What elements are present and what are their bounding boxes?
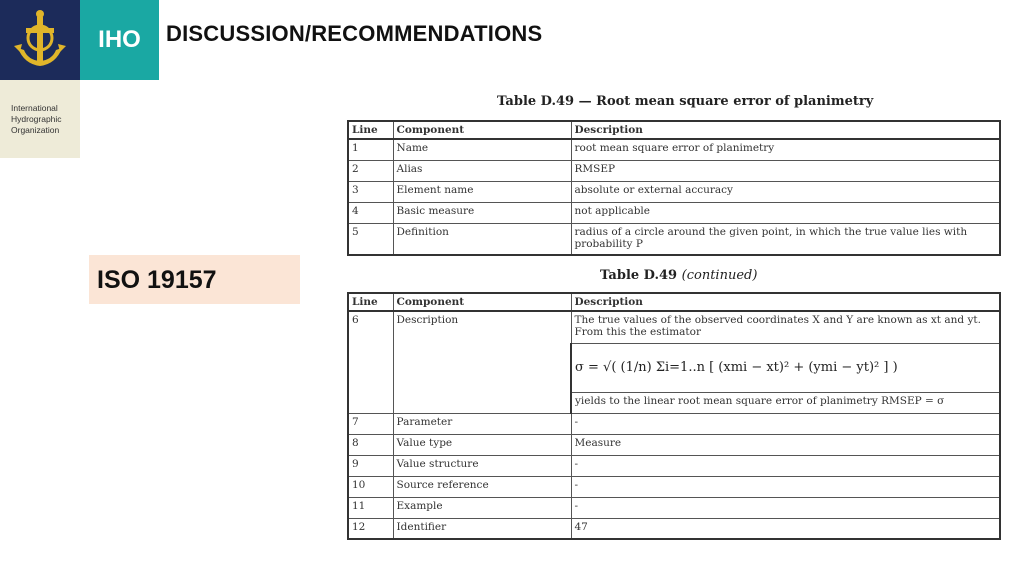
cell-description: absolute or external accuracy — [571, 181, 1000, 202]
table-row — [348, 518, 1000, 539]
cell-component: Value structure — [393, 455, 571, 476]
table-row — [348, 413, 1000, 434]
cell-component: Alias — [393, 160, 571, 181]
table-row — [348, 181, 1000, 202]
table2-caption-suffix: (continued) — [681, 268, 758, 283]
cell-component: Name — [393, 139, 571, 160]
col-header-component: Component — [393, 293, 571, 311]
cell-description: - — [571, 413, 1000, 434]
cell-component: Basic measure — [393, 202, 571, 223]
cell-line: 12 — [348, 518, 393, 539]
cell-line: 3 — [348, 181, 393, 202]
iho-emblem-panel — [0, 0, 80, 80]
col-header-description: Description — [571, 293, 1000, 311]
table-row — [348, 455, 1000, 476]
cell-line: 4 — [348, 202, 393, 223]
col-header-description: Description — [571, 121, 1000, 139]
cell-description: radius of a circle around the given point, in which the true value lies with probability P — [571, 223, 1000, 255]
table2-header-row — [348, 293, 1000, 311]
table-d49-continued — [347, 292, 1001, 540]
cell-description: - — [571, 497, 1000, 518]
table-d49 — [347, 120, 1001, 256]
table-row — [348, 223, 1000, 255]
cell-line: 8 — [348, 434, 393, 455]
cell-description: RMSEP — [571, 160, 1000, 181]
cell-line: 11 — [348, 497, 393, 518]
cell-description: - — [571, 476, 1000, 497]
formula-cell — [571, 343, 1000, 392]
cell-component: Parameter — [393, 413, 571, 434]
cell-description: root mean square error of planimetry — [571, 139, 1000, 160]
cell-line: 10 — [348, 476, 393, 497]
anchor-emblem-icon — [0, 0, 80, 80]
cell-line: 7 — [348, 413, 393, 434]
cell-component: Description — [393, 311, 571, 413]
cell-description: Measure — [571, 434, 1000, 455]
table1-caption: Table D.49 — Root mean square error of planimetry — [497, 94, 874, 109]
cell-component: Example — [393, 497, 571, 518]
table-row — [348, 139, 1000, 160]
cell-component: Value type — [393, 434, 571, 455]
col-header-component: Component — [393, 121, 571, 139]
cell-line: 5 — [348, 223, 393, 255]
cell-line: 1 — [348, 139, 393, 160]
cell-description: The true values of the observed coordinates X and Y are known as xt and yt. From this the estimator — [571, 311, 1000, 343]
cell-line: 6 — [348, 311, 393, 413]
cell-description: - — [571, 455, 1000, 476]
table-row — [348, 160, 1000, 181]
cell-component: Source reference — [393, 476, 571, 497]
cell-line: 9 — [348, 455, 393, 476]
cell-component: Definition — [393, 223, 571, 255]
col-header-line: Line — [348, 121, 393, 139]
cell-component: Identifier — [393, 518, 571, 539]
table-row — [348, 497, 1000, 518]
cell-component: Element name — [393, 181, 571, 202]
table2-caption-main: Table D.49 — [600, 268, 678, 283]
cell-description: 47 — [571, 518, 1000, 539]
iso-label: ISO 19157 — [97, 266, 217, 294]
table-row — [348, 434, 1000, 455]
cell-description: yields to the linear root mean square error of planimetry RMSEP = σ — [571, 392, 1000, 413]
table2-caption — [600, 268, 757, 283]
cell-line: 2 — [348, 160, 393, 181]
cell-description: not applicable — [571, 202, 1000, 223]
brand-label: IHO — [98, 26, 141, 53]
org-name: International Hydrographic Organization — [11, 103, 62, 135]
table-row — [348, 202, 1000, 223]
col-header-line: Line — [348, 293, 393, 311]
rmsep-formula: σ = √( (1/n) Σi=1..n [ (xmi − xt)² + (ymi − yt)² ] ) — [575, 359, 898, 375]
page-title: DISCUSSION/RECOMMENDATIONS — [166, 21, 543, 46]
iho-brand-panel — [80, 0, 159, 80]
table-row — [348, 311, 1000, 343]
table-row — [348, 476, 1000, 497]
table1-header-row — [348, 121, 1000, 139]
